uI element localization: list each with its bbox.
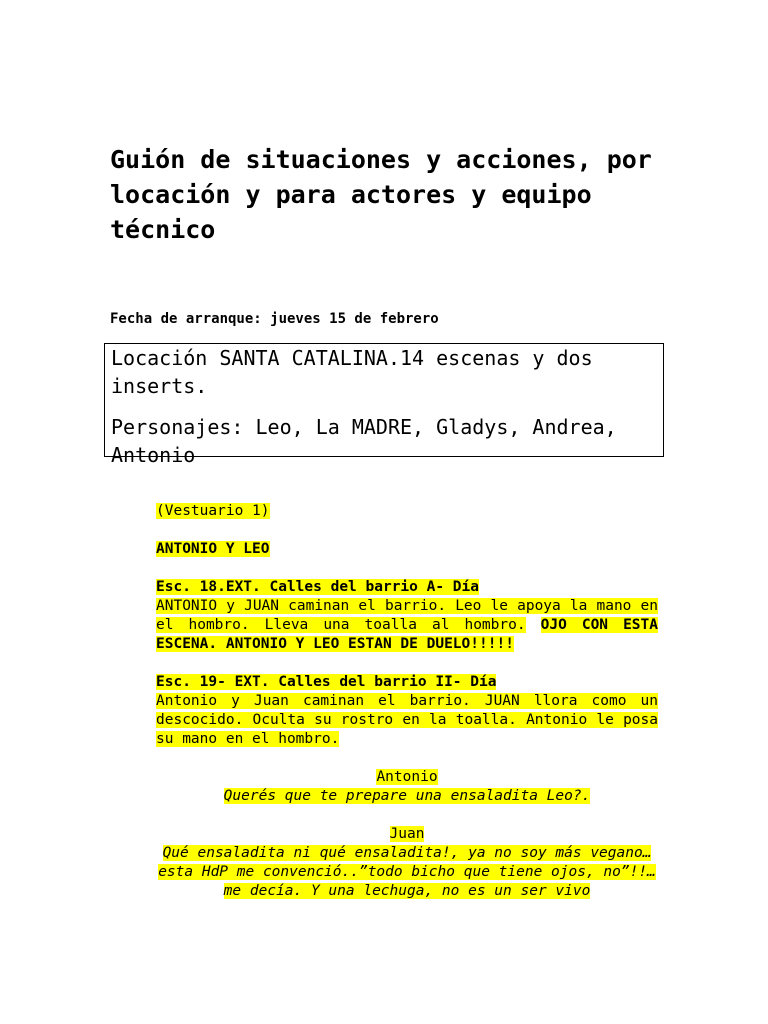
scene-19-heading: Esc. 19- EXT. Calles del barrio II- Día xyxy=(156,674,497,690)
cast-heading-text: ANTONIO Y LEO xyxy=(156,541,270,557)
scene-action xyxy=(156,692,658,749)
line-juan: Qué ensaladita ni qué ensaladita!, ya no soy más vegano…esta HdP me convenció..”todo bicho que tiene ojos, no”!!…me decía. Y una lechuga, no es un ser vivo xyxy=(158,845,656,899)
dialogue-line xyxy=(156,844,658,901)
document-title: Guión de situaciones y acciones, por locación y para actores y equipo técnico xyxy=(110,145,652,244)
scene-action xyxy=(156,597,658,654)
scene-18-warning: OJO CON ESTA ESCENA. ANTONIO Y LEO ESTAN DE DUELO!!!!! xyxy=(156,617,658,652)
dialogue-speaker xyxy=(156,825,658,844)
speaker-juan: Juan xyxy=(389,826,425,842)
scene-18-action: ANTONIO y JUAN caminan el barrio. Leo le apoya la mano en el hombro. Lleva una toalla al hombro. xyxy=(156,598,658,633)
dialogue-speaker xyxy=(156,768,658,787)
start-date: Fecha de arranque: jueves 15 de febrero xyxy=(110,311,439,327)
dialogue-line xyxy=(156,787,658,806)
scene-19-action: Antonio y Juan caminan el barrio. JUAN llora como un descocido. Oculta su rostro en la toalla. Antonio le posa su mano en el hombro. xyxy=(156,693,658,747)
scene-heading xyxy=(156,673,658,692)
scene-18-heading: Esc. 18.EXT. Calles del barrio A- Día xyxy=(156,579,480,595)
characters-list: Personajes: Leo, La MADRE, Gladys, Andrea, Antonio xyxy=(111,415,617,467)
scene-heading xyxy=(156,578,658,597)
script-body xyxy=(156,502,658,901)
location-summary: Locación SANTA CATALINA.14 escenas y dos inserts. xyxy=(111,346,593,398)
location-box xyxy=(104,343,664,467)
cast-heading xyxy=(156,540,658,559)
wardrobe-note xyxy=(156,502,658,521)
wardrobe-note-text: (Vestuario 1) xyxy=(156,503,270,519)
line-antonio: Querés que te prepare una ensaladita Leo?. xyxy=(223,788,591,804)
speaker-antonio: Antonio xyxy=(376,769,438,785)
